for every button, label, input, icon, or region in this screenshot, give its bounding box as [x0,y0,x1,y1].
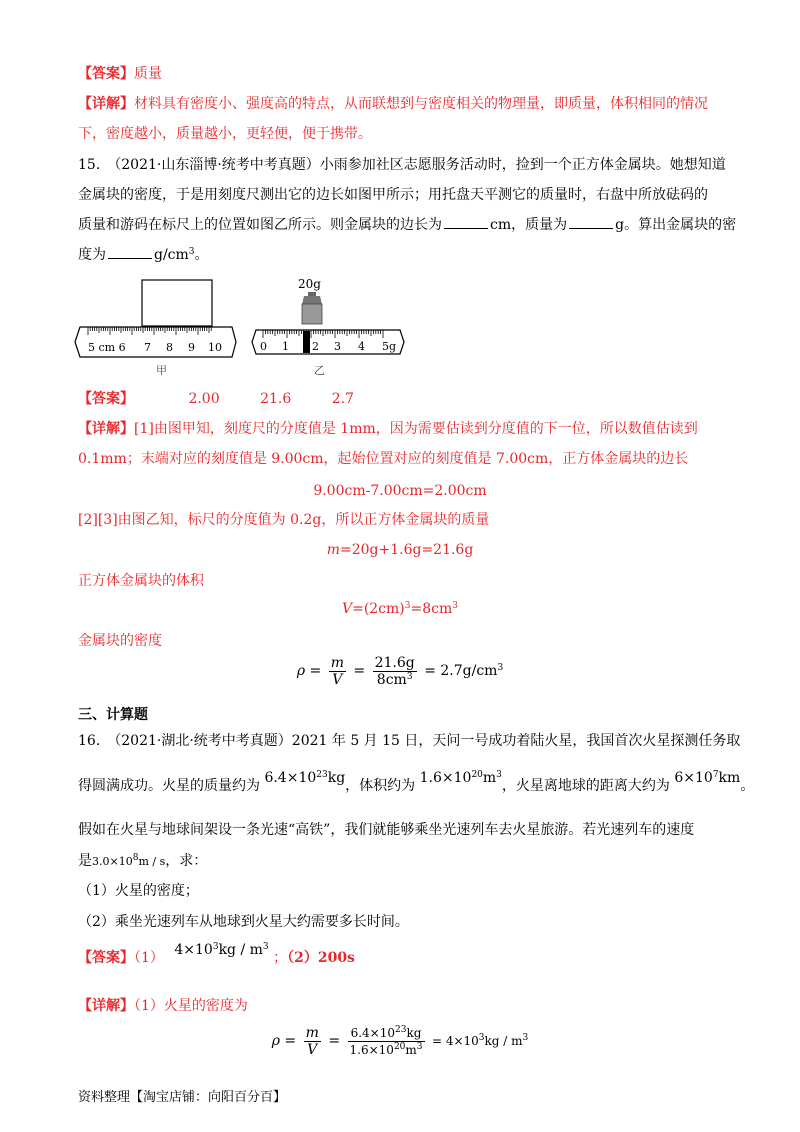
denominator: V [332,671,343,688]
math-text: = [284,1033,297,1049]
scale-label: 1 [282,340,289,353]
distance-value [674,770,740,786]
denominator: V [307,1041,318,1058]
math-text: kg [327,770,346,786]
ruler-label: 5 cm 6 [88,341,126,354]
weight-neck [302,296,322,304]
scale-figure [252,277,404,377]
numerator: 21.6g [374,654,415,671]
q14-answer [78,64,162,84]
q16-question-2: （2）乘坐光速列车从地球到火星大约需要多长时间。 [78,914,409,930]
math-text: = 2.7g/cm [424,663,498,679]
weight-knob [308,292,316,296]
stem-text: cm，质量为 [490,217,568,233]
answer-text: 质量 [134,66,162,82]
math-rho: ρ [296,663,306,679]
q15-stem-line-2: 金属块的密度，于是用刻度尺测出它的边长如图甲所示；用托盘天平测它的质量时，右盘中所放砝码的 [78,187,708,203]
stem-text: ，求： [165,853,208,869]
superscript: 7 [712,770,719,780]
answer-1 [174,942,268,958]
numerator: m [305,1024,319,1041]
superscript: 3 [452,601,459,611]
numerator [348,1025,425,1042]
detail-text: [1]由图甲知，刻度尺的分度值是 1mm，因为需要估读到分度值的下一位，所以数值估读到 [134,421,698,437]
fill-blank [569,214,613,229]
superscript: 3 [478,1033,485,1043]
math-text: =8cm [410,601,453,617]
scale-label: 0 [260,340,267,353]
denominator [348,1042,425,1058]
math-text: 4×10 [174,942,213,958]
numerator: m [330,654,344,671]
math-text: = [353,663,366,679]
figure-caption-right: 乙 [314,364,325,377]
math-text: km [718,770,741,786]
q15-detail-line-2: 0.1mm；末端对应的刻度值是 9.00cm，起始位置对应的刻度值是 7.00cm，正方体金属块的边长 [78,451,689,467]
superscript: 3 [406,671,413,682]
math-text: = [309,663,322,679]
detail-tag: 【详解】 [78,421,134,437]
scale-label: 4 [358,340,365,353]
detail-tag: 【详解】 [78,96,134,112]
q16-question-1: （1）火星的密度； [78,883,199,899]
math-text: 6.4×10 [350,1025,396,1040]
math-text: =20g+1.6g=21.6g [339,542,474,558]
math-text: kg [406,1025,422,1040]
answer-label: （1） [134,950,164,966]
fraction [373,655,417,688]
superscript: 3 [212,942,219,952]
math-text: 1.6×10 [419,770,472,786]
answer-3: 2.7 [331,391,354,407]
volume-value [420,770,502,786]
superscript: 3 [262,942,269,952]
scale-label: 2 [312,340,319,353]
math-text: m / s [138,855,166,868]
answer-2: （2）200s [287,950,355,966]
scale-label: 3 [334,340,341,353]
q16-detail-line-1 [78,996,248,1016]
math-text: 6.4×10 [264,770,317,786]
q15-equation-3 [0,599,800,619]
math-text: = [328,1033,341,1049]
q15-answer [78,389,354,409]
superscript: 20 [393,1041,406,1052]
q16-stem-line-4 [78,851,207,872]
math-text: 3.0×10 [92,855,133,868]
stem-text: ，火星离地球的距离大约为 [501,778,670,794]
q15-stem-line-1: 15. （2021·山东淄博·统考中考真题）小雨参加社区志愿服务活动时，捡到一个正方体金属块。她想知道 [78,157,726,173]
q15-equation-4 [0,654,800,688]
q14-detail-line-2: 下，密度越小，质量越小，更轻便，便于携带。 [78,126,372,142]
answer-2: 21.6 [260,391,292,407]
fraction [329,655,346,688]
fraction [348,1025,425,1058]
scale-label: 5g [382,340,397,353]
q16-equation [0,1022,800,1060]
superscript: 3 [497,663,504,673]
weight-label: 20g [298,277,321,291]
ruler-label: 10 [208,341,222,354]
ruler-label: 8 [166,341,173,354]
detail-tag: 【详解】 [78,998,134,1014]
superscript: 8 [132,853,139,863]
superscript: 3 [404,601,411,611]
speed-value [92,855,165,868]
stem-text: 得圆满成功。火星的质量约为 [78,778,260,794]
fraction [304,1025,321,1058]
detail-text: 材料具有密度小、强度高的特点，从而联想到与密度相关的物理量，即质量，体积相同的情况 [134,96,708,112]
math-text: 8cm [376,671,407,688]
answer-tag: 【答案】 [78,66,134,82]
stem-text: 质量和游码在标尺上的位置如图乙所示。则金属块的边长为 [78,217,442,233]
superscript: 3 [188,247,195,257]
superscript: 23 [395,1024,407,1035]
q14-detail-line-1 [78,94,708,114]
q16-stem-line-1: 16. （2021·湖北·统考中考真题）2021 年 5 月 15 日，天问一号成功着陆火星，我国首次火星探测任务取 [78,733,741,749]
q15-stem-line-3 [78,214,736,235]
math-text: kg / m [484,1034,523,1048]
superscript: 3 [522,1033,529,1043]
page-footer: 资料整理【淘宝店铺：向阳百分百】 [78,1090,287,1105]
ruler-figure [75,280,236,377]
math-rho: ρ [271,1033,280,1049]
superscript: 20 [471,770,483,780]
q16-answer [78,942,355,968]
answer-tag: 【答案】 [78,391,134,407]
figure-caption-left: 甲 [156,364,167,377]
denominator [373,672,417,688]
math-text: =(2cm) [352,601,405,617]
superscript: 3 [416,1041,423,1052]
stem-text: 是 [78,853,92,869]
math-var: m [326,542,340,558]
math-text: m [405,1042,417,1057]
detail-text: （1）火星的密度为 [134,998,248,1014]
math-var: V [341,601,353,617]
math-text: 6×10 [674,770,713,786]
fill-blank [108,244,152,259]
q15-detail-line-1 [78,419,698,439]
stem-text: 。 [194,247,209,263]
rider-slider [303,331,310,353]
superscript: 23 [316,770,328,780]
stem-text: g/cm [154,247,189,263]
stem-text: g。算出金属块的密 [615,217,737,233]
metal-cube [142,280,212,326]
answer-1: 2.00 [188,391,220,407]
q15-equation-1: 9.00cm-7.00cm=2.00cm [313,483,487,499]
mass-value [264,770,345,786]
answer-separator: ； [273,950,288,966]
section-title: 三、计算题 [78,707,148,723]
answer-tag: 【答案】 [78,950,134,966]
q16-stem-line-2 [78,770,755,796]
math-text: 1.6×10 [349,1042,394,1057]
superscript: 3 [496,770,502,780]
q15-stem-line-4 [78,244,209,265]
q15-detail-line-5: 金属块的密度 [78,633,162,649]
q15-detail-line-4: 正方体金属块的体积 [78,573,204,589]
math-text: = 4×10 [431,1034,479,1048]
q15-equation-2 [0,540,800,560]
q16-stem-line-3: 假如在火星与地球间架设一条光速“高铁”，我们就能够乘坐光速列车去火星旅游。若光速列车的速度 [78,822,695,838]
q15-detail-line-3: [2][3]由图乙知，标尺的分度值为 0.2g，所以正方体金属块的质量 [78,512,490,528]
math-text: m [482,770,497,786]
stem-text: 。 [740,778,755,794]
stem-text: ，体积约为 [345,778,416,794]
q15-figure [70,270,410,380]
ruler-label: 7 [144,341,151,354]
equation-result [432,1034,528,1048]
ruler-label: 9 [188,341,195,354]
weight-20g-icon [302,304,322,324]
fill-blank [444,214,488,229]
math-text: kg / m [218,942,263,958]
stem-text: 度为 [78,247,106,263]
